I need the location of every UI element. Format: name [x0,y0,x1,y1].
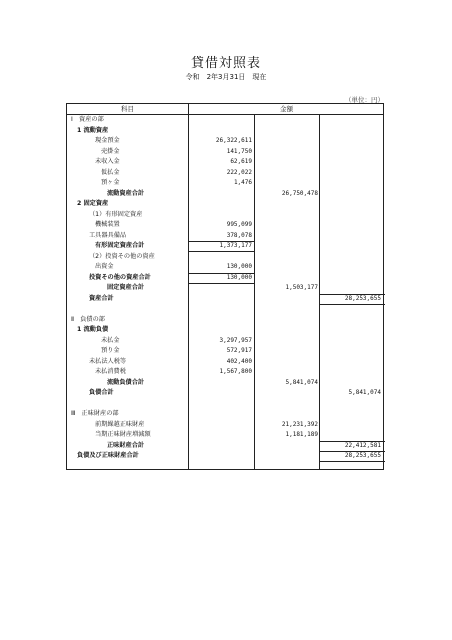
table-row [67,115,385,125]
table-row [67,210,385,220]
row-label: （2）投資その他の資産 [89,252,155,260]
table-row [67,126,385,136]
row-label: （1）有形固定資産 [89,210,143,218]
table-row [67,325,385,335]
table-header [67,104,383,115]
row-label: 現金預金 [95,137,120,144]
amount-c2: 1,503,177 [285,284,318,291]
table-row [67,220,385,230]
amount-c2: 1,181,189 [285,431,318,438]
subtotal-rule [319,304,385,305]
table-row [67,346,385,356]
table-row [67,336,385,346]
row-label: 2 固定資産 [77,200,109,207]
amount-c3: 5,841,074 [348,389,381,396]
row-label: 資産合計 [89,294,114,302]
table-row [67,409,385,419]
table-row [67,283,385,293]
row-label: 正味財産合計 [107,441,145,449]
subtotal-rule [319,441,385,442]
table-row [67,147,385,157]
amount-c3: 28,253,655 [344,294,381,302]
amount-c1: 26,322,611 [215,137,252,144]
subtotal-rule [319,294,385,295]
table-row [67,241,385,251]
row-label: 未払消費税 [95,368,126,375]
table-row [67,294,385,304]
table-row [67,399,385,409]
table-row [67,388,385,398]
table-row [67,367,385,377]
amount-c1: 3,297,957 [219,336,252,344]
table-row [67,304,385,314]
table-row [67,451,385,461]
subtotal-rule [188,273,254,274]
header-item: 科目 [121,105,134,113]
row-label: 負債及び正味財産合計 [77,452,139,459]
table-row [67,178,385,188]
amount-c1: 1,476 [233,179,252,186]
table-row [67,420,385,430]
table-row [67,262,385,272]
amount-c1: 402,400 [226,357,252,365]
row-label: 当期正味財産増減額 [95,431,151,438]
amount-c1: 130,000 [226,273,252,281]
amount-c1: 378,078 [226,231,252,239]
row-label: 預り金 [101,347,120,354]
row-label: 売掛金 [101,147,120,155]
amount-c1: 995,099 [226,221,252,228]
amount-c2: 5,841,074 [285,378,318,386]
row-label: 機械装置 [95,221,120,228]
table-row [67,378,385,388]
amount-c1: 130,000 [226,263,252,270]
table-row [67,136,385,146]
amount-c1: 62,619 [230,158,252,165]
unit-label: （単位：円） [345,96,384,104]
subtotal-rule [188,251,254,252]
amount-c1: 141,750 [226,147,252,155]
amount-c1: 1,567,800 [219,368,252,375]
row-label: 流動負債合計 [107,378,145,386]
row-label: Ⅲ 正味財産の部 [71,410,119,417]
table-row [67,157,385,167]
table-row [67,357,385,367]
subtotal-rule [319,461,385,462]
amount-c1: 222,022 [226,168,252,176]
row-label: 預ヶ金 [101,179,120,186]
table-row [67,430,385,440]
row-label: 流動資産合計 [107,189,145,197]
row-label: 前期繰越正味財産 [95,420,145,428]
row-label: 仮払金 [101,168,120,176]
row-label: 固定資産合計 [107,284,145,291]
row-label: 未払金 [101,336,120,344]
row-label: 工具器具備品 [89,231,127,239]
row-label: 出資金 [95,263,114,270]
row-label: Ⅱ 負債の部 [71,315,105,323]
row-label: 1 流動負債 [77,326,109,333]
row-label: 有形固定資産合計 [95,242,145,249]
table-row [67,231,385,241]
document-title: 貸借対照表 [190,56,261,71]
subtotal-rule [319,451,385,452]
table-row [67,252,385,262]
row-label: 負債合計 [89,389,114,396]
header-amount: 金額 [280,105,293,113]
subtotal-rule [188,241,254,242]
amount-c1: 572,917 [226,347,252,354]
row-label: 1 流動資産 [77,126,109,134]
row-label: 未払法人税等 [89,357,127,365]
table-row [67,315,385,325]
row-label: 投資その他の資産合計 [89,273,151,281]
table-row [67,441,385,451]
table-row [67,168,385,178]
amount-c3: 22,412,581 [344,441,381,449]
amount-c2: 21,231,392 [281,420,318,428]
amount-c3: 28,253,655 [344,452,381,459]
table-row [67,273,385,283]
row-label: 未収入金 [95,158,120,165]
balance-sheet-table [66,103,384,470]
subtotal-rule [188,283,254,284]
amount-c1: 1,373,177 [219,242,252,249]
table-row [67,199,385,209]
row-label: Ⅰ 資産の部 [71,116,104,123]
amount-c2: 26,750,478 [281,189,318,197]
table-row [67,189,385,199]
as-of-date: 令和 2年3月31日 現在 [185,73,267,81]
